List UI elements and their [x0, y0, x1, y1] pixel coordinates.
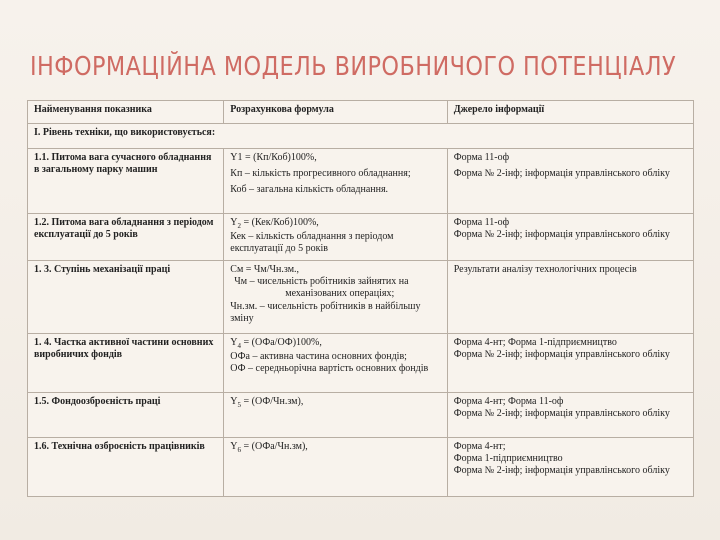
formula-line — [230, 337, 440, 351]
row-indicator-name: 1.6. Технічна озброєність працівників — [28, 438, 224, 497]
source-line: Форма № 2-інф; інформація управлінського обліку — [453, 408, 670, 420]
row-formula — [224, 438, 447, 497]
table-row — [28, 214, 694, 261]
source-line: Форма 1-підприємництво — [453, 453, 563, 465]
level-label: І. Рівень техніки, що використовується: — [28, 124, 694, 149]
row-source — [447, 214, 693, 261]
formula-line — [230, 441, 440, 455]
row-formula — [224, 393, 447, 438]
source-line: Форма 4-нт; Форма 1-підприємництво — [453, 337, 617, 348]
formula-expression: = (ОФа/Чн.зм), — [241, 441, 308, 452]
formula-line: ОФ – середньорічна вартість основних фондів — [230, 362, 429, 374]
formula-expression: = (ОФа/ОФ)100%, — [241, 337, 322, 348]
formula-expression: = (Кек/Коб)100%, — [241, 217, 319, 228]
formula-line: Y1 = (Кп/Коб)100%, — [230, 152, 317, 163]
row-indicator-name: 1.5. Фондоозброєність праці — [28, 393, 224, 438]
source-line: Результати аналізу технологічних процесів — [453, 264, 637, 275]
level-row — [28, 124, 694, 149]
table-row — [28, 261, 694, 334]
source-line: Форма № 2-інф; інформація управлінського обліку — [453, 168, 670, 180]
row-source — [447, 438, 693, 497]
formula-line: Коб – загальна кількість обладнання. — [230, 184, 389, 196]
row-indicator-name: 1. 3. Ступінь механізації праці — [28, 261, 224, 334]
source-line: Форма 4-нт; — [453, 441, 506, 452]
source-line: Форма 11-оф — [453, 152, 510, 163]
header-formula: Розрахункова формула — [224, 101, 447, 124]
formula-symbol: Y — [230, 337, 238, 348]
formula-symbol: Y — [230, 396, 238, 407]
row-formula — [224, 261, 447, 334]
row-source — [447, 261, 693, 334]
table-header-row — [28, 101, 694, 124]
row-formula — [224, 149, 447, 214]
row-indicator-name: 1.2. Питома вага обладнання з періодом експлуатації до 5 років — [28, 214, 224, 261]
row-indicator-name: 1. 4. Частка активної частини основних виробничих фондів — [28, 334, 224, 393]
table-row — [28, 149, 694, 214]
row-source — [447, 393, 693, 438]
slide-title: ІНФОРМАЦІЙНА МОДЕЛЬ ВИРОБНИЧОГО ПОТЕНЦІАЛУ — [30, 52, 677, 82]
formula-subscript: 2 — [237, 222, 242, 230]
header-source: Джерело інформації — [447, 101, 693, 124]
table-row — [28, 393, 694, 438]
row-formula — [224, 334, 447, 393]
formula-subscript: 5 — [237, 401, 242, 409]
row-formula — [224, 214, 447, 261]
table-row — [28, 438, 694, 497]
formula-line: Чн.зм. – чисельність робітників в найбільшу зміну — [230, 300, 421, 324]
row-indicator-name: 1.1. Питома вага сучасного обладнання в загальному парку машин — [28, 149, 224, 214]
header-indicator-name: Найменування показника — [28, 101, 224, 124]
source-line: Форма № 2-інф; інформація управлінського обліку — [453, 465, 670, 477]
formula-symbol: Y — [230, 441, 238, 452]
formula-line: механізованих операціях; — [285, 288, 395, 300]
row-source — [447, 334, 693, 393]
formula-line: Чм – чисельність робітників зайнятих на — [234, 276, 409, 288]
formula-line: См = Чм/Чн.зм., — [230, 264, 300, 275]
formula-line — [230, 217, 440, 231]
formula-expression: = (ОФ/Чн.зм), — [241, 396, 304, 407]
formula-line: ОФа – активна частина основних фондів; — [230, 350, 407, 362]
source-line: Форма № 2-інф; інформація управлінського обліку — [453, 229, 670, 241]
formula-line — [230, 396, 440, 410]
formula-line: Кп – кількість прогресивного обладнання; — [230, 168, 411, 180]
formula-subscript: 4 — [237, 342, 242, 350]
table-row — [28, 334, 694, 393]
source-line: Форма 4-нт; Форма 11-оф — [453, 396, 564, 407]
source-line: Форма № 2-інф; інформація управлінського обліку — [453, 349, 670, 361]
formula-subscript: 6 — [237, 446, 242, 454]
formula-symbol: Y — [230, 217, 238, 228]
indicators-table — [27, 100, 694, 497]
formula-line: Кек – кількість обладнання з періодом експлуатації до 5 років — [230, 230, 394, 254]
source-line: Форма 11-оф — [453, 217, 510, 228]
row-source — [447, 149, 693, 214]
